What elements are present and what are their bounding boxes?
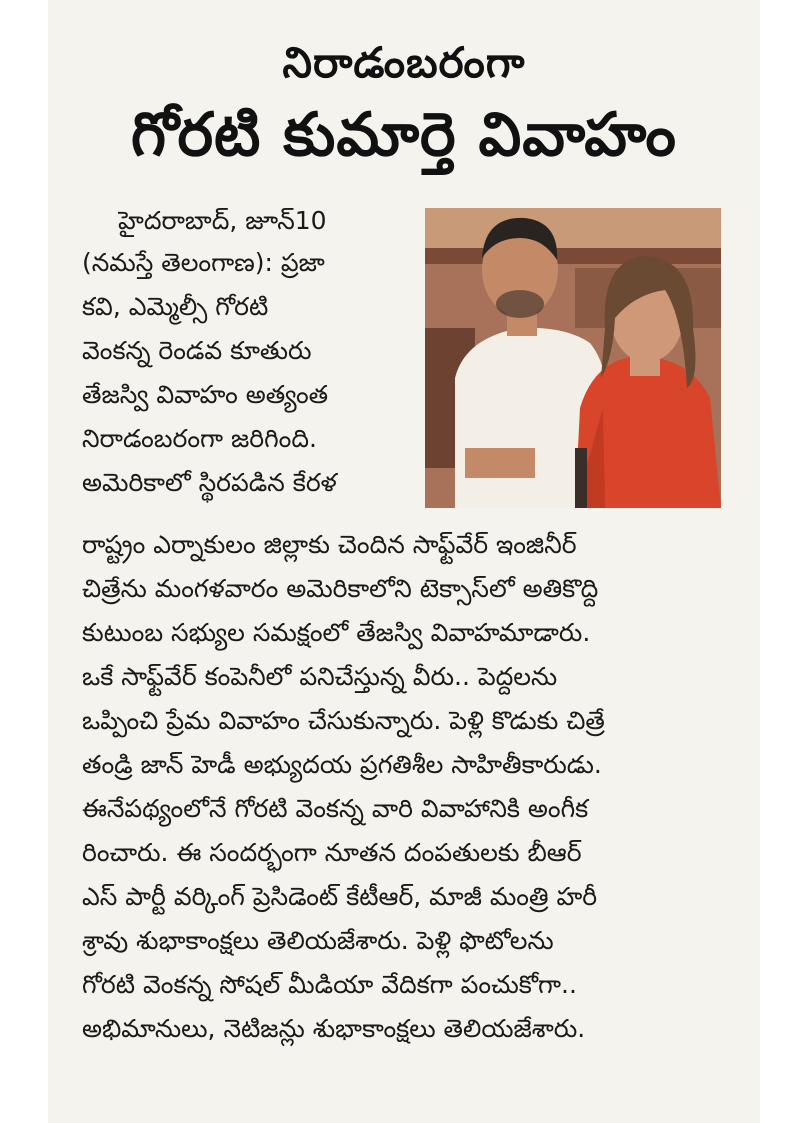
article-line: (నమస్తే తెలంగాణ): ప్రజా — [82, 248, 325, 277]
couple-photo — [425, 208, 721, 508]
article-line: ఒకే సాఫ్ట్‌వేర్ కంపెనీలో పనిచేస్తున్న వీరు.. పెద్దలను — [82, 662, 558, 691]
article-line: తండ్రి జాన్ హెడీ అభ్యుదయ ప్రగతిశీల సాహితీకారుడు. — [82, 750, 602, 779]
article-body — [48, 0, 760, 1123]
article-line: వెంకన్న రెండవ కూతురు — [82, 336, 312, 365]
article-line: చిత్రేను మంగళవారం అమెరికాలోని టెక్సాస్‌లో అతికొద్ది — [82, 574, 599, 603]
article-line: ఈనేపథ్యంలోనే గోరటి వెంకన్న వారి వివాహానికి అంగీక — [82, 794, 589, 823]
article-line: ఒప్పించి ప్రేమ వివాహం చేసుకున్నారు. పెళ్లి కొడుకు చిత్రే — [82, 706, 605, 735]
main-headline: గోరటి కుమార్తె వివాహం — [131, 100, 677, 170]
article-line: ఎస్ పార్టీ వర్కింగ్ ప్రెసిడెంట్ కేటీఆర్, మాజీ మంత్రి హరీ — [82, 882, 598, 911]
article-line: రించారు. ఈ సందర్భంగా నూతన దంపతులకు బీఆర్ — [82, 838, 582, 867]
newspaper-clipping — [48, 0, 760, 1123]
article-line: హైదరాబాద్, జూన్10 — [118, 206, 327, 235]
article-line: గోరటి వెంకన్న సోషల్ మీడియా వేదికగా పంచుకోగా.. — [82, 970, 577, 999]
article-line: శ్రావు శుభాకాంక్షలు తెలియజేశారు. పెళ్లి ఫొటోలను — [82, 926, 554, 955]
article-line: నిరాడంబరంగా జరిగింది. — [82, 424, 317, 453]
couple-photo-illustration — [425, 208, 721, 508]
article-line: అమెరికాలో స్థిరపడిన కేరళ — [82, 468, 337, 497]
article-line: రాష్ట్రం ఎర్నాకులం జిల్లాకు చెందిన సాఫ్ట్‌వేర్ ఇంజినీర్ — [82, 530, 577, 559]
kicker-headline: నిరాడంబరంగా — [282, 38, 526, 87]
article-line: కవి, ఎమ్మెల్సీ గోరటి — [82, 292, 269, 321]
cropped-text-residue — [478, 1116, 718, 1123]
article-line: కుటుంబ సభ్యుల సమక్షంలో తేజస్వి వివాహమాడారు. — [82, 618, 591, 647]
article-line: తేజస్వి వివాహం అత్యంత — [82, 380, 329, 409]
article-line: అభిమానులు, నెటిజన్లు శుభాకాంక్షలు తెలియజేశారు. — [82, 1014, 586, 1043]
